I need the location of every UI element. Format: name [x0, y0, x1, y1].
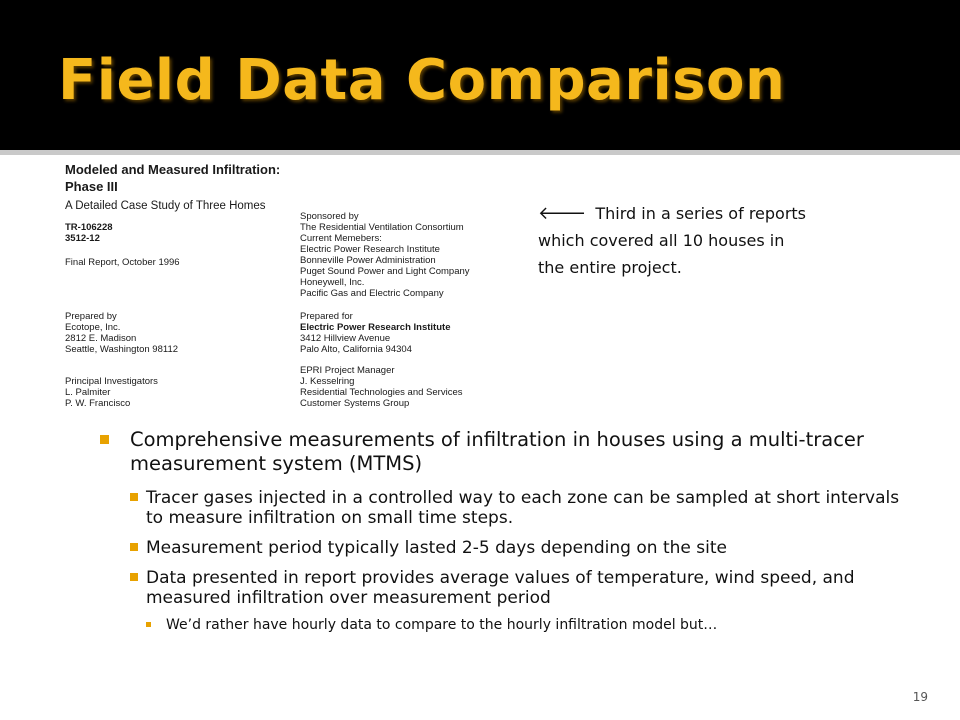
- bullet-marker: [130, 543, 138, 551]
- client-line: Palo Alto, California 94304: [300, 344, 412, 355]
- bullet-text: Data presented in report provides average values of temperature, wind speed, and measured infiltration over measurement period: [146, 568, 855, 608]
- title-bar: [0, 0, 960, 150]
- client-line: 3412 Hillview Avenue: [300, 333, 391, 344]
- manager-label: EPRI Project Manager: [300, 365, 395, 376]
- member-item: Electric Power Research Institute: [300, 244, 440, 255]
- bullet-text: Tracer gases injected in a controlled way to each zone can be sampled at short intervals to measure infiltration on small time steps.: [146, 488, 900, 528]
- arrow-left-icon: 🡐: [538, 203, 587, 224]
- callout-line2: which covered all 10 houses in: [538, 231, 785, 250]
- callout-line1: [538, 200, 868, 227]
- bullet-marker: [130, 573, 138, 581]
- slide-number: 19: [912, 690, 928, 704]
- current-members-label: Current Memebers:: [300, 233, 382, 244]
- client-name: Electric Power Research Institute: [300, 322, 451, 333]
- report-title-line1: Modeled and Measured Infiltration:: [65, 162, 281, 177]
- callout-text1: Third in a series of reports: [595, 204, 807, 223]
- title-divider: [0, 150, 960, 155]
- bullet-level1: [100, 428, 915, 476]
- report-subtitle: A Detailed Case Study of Three Homes: [65, 200, 266, 212]
- bullet-marker: [146, 622, 151, 627]
- report-cover-image: [58, 158, 498, 418]
- bullet-text: Comprehensive measurements of infiltration in houses using a multi-tracer measurement system (MTMS): [130, 428, 864, 475]
- sponsored-by-label: Sponsored by: [300, 211, 359, 222]
- manager-line: Customer Systems Group: [300, 398, 410, 409]
- member-item: Puget Sound Power and Light Company: [300, 266, 470, 277]
- bullet-level3: [146, 616, 915, 634]
- report-final-date: Final Report, October 1996: [65, 257, 180, 268]
- report-project-id: 3512-12: [65, 233, 100, 244]
- report-title-line2: Phase III: [65, 179, 118, 194]
- report-id: TR-106228: [65, 222, 113, 233]
- bullet-marker: [130, 493, 138, 501]
- bullet-text: We’d rather have hourly data to compare to the hourly infiltration model but…: [166, 617, 718, 633]
- preparer-line: Seattle, Washington 98112: [65, 344, 179, 355]
- callout-note: [538, 200, 868, 281]
- sponsor-org: The Residential Ventilation Consortium: [300, 222, 464, 233]
- bullet-level2: [130, 538, 915, 558]
- bullet-marker: [100, 435, 109, 444]
- investigator-name: L. Palmiter: [65, 387, 111, 398]
- bullet-list: [100, 428, 915, 634]
- bullet-level2: [130, 568, 915, 608]
- bullet-text: Measurement period typically lasted 2-5 days depending on the site: [146, 538, 727, 558]
- member-item: Bonneville Power Administration: [300, 255, 436, 266]
- prepared-for-label: Prepared for: [300, 311, 353, 322]
- callout-line3: the entire project.: [538, 258, 682, 277]
- preparer-line: 2812 E. Madison: [65, 333, 137, 344]
- member-item: Honeywell, Inc.: [300, 277, 365, 288]
- manager-line: J. Kesselring: [300, 376, 355, 387]
- bullet-level2: [130, 488, 915, 528]
- prepared-by-label: Prepared by: [65, 311, 117, 322]
- member-item: Pacific Gas and Electric Company: [300, 288, 444, 299]
- slide-title: Field Data Comparison: [58, 48, 786, 113]
- investigators-label: Principal Investigators: [65, 376, 158, 387]
- preparer-line: Ecotope, Inc.: [65, 322, 121, 333]
- investigator-name: P. W. Francisco: [65, 398, 131, 409]
- manager-line: Residential Technologies and Services: [300, 387, 463, 398]
